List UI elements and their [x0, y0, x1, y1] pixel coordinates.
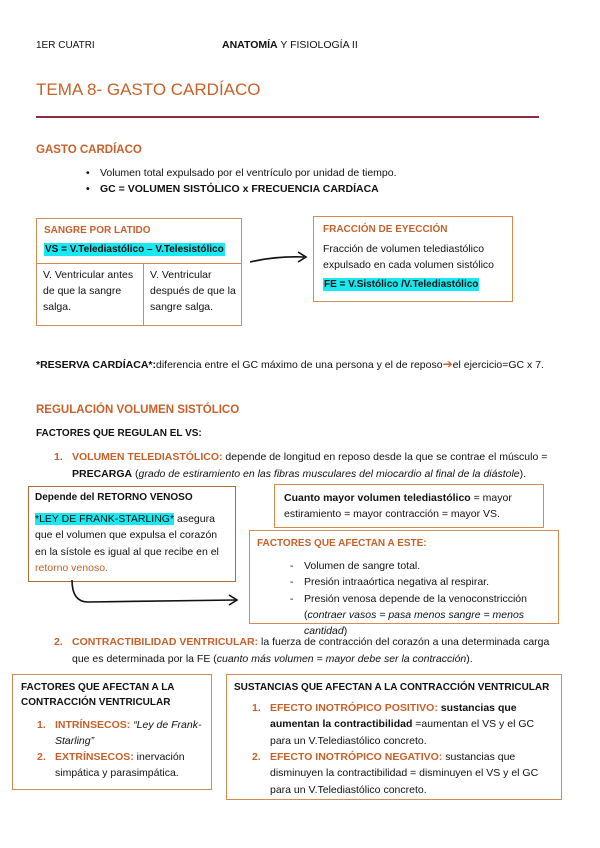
gasto-heading: GASTO CARDÍACO — [36, 144, 142, 156]
right-cell — [144, 263, 242, 326]
mayor-text — [284, 490, 539, 523]
header-center — [222, 39, 358, 51]
positivo-bold: sustancias que aumentan la contractibilidad — [270, 702, 517, 731]
page-title: TEMA 8- GASTO CARDÍACO — [36, 80, 261, 99]
negativo-label: EFECTO INOTRÓPICO NEGATIVO: — [270, 751, 443, 763]
gasto-bullets — [100, 167, 540, 195]
negativo-number: 2. — [252, 751, 261, 763]
inotropico-negativo — [252, 749, 556, 798]
afectan-item-3 — [304, 591, 554, 640]
sangre-title: SANGRE POR LATIDO — [44, 225, 151, 236]
reserva-line — [36, 357, 544, 371]
item-1-number: 1. — [54, 451, 63, 463]
retorno-venoso-text: retorno venoso. — [35, 561, 108, 574]
left-cell-text: V. Ventricular antes de que la sangre salga. — [43, 269, 134, 313]
item-1-text: depende de longitud en reposo desde la que se contrae el músculo = — [222, 451, 548, 463]
fraccion-text: Fracción de volumen telediastólico expulsado en cada volumen sistólico — [323, 243, 495, 272]
extrinsecos-label: EXTRÍNSECOS: — [55, 751, 134, 763]
header-subject-bold: ANATOMÍA — [222, 39, 278, 51]
extrinsecos-text: inervación simpática y parasimpática. — [55, 751, 185, 780]
left-cell — [37, 263, 144, 326]
reserva-text: diferencia entre el GC máximo de una persona y el de reposo — [156, 359, 443, 371]
right-cell-text: V. Ventricular después de que la sangre salga. — [150, 269, 236, 313]
fraccion-box — [313, 216, 513, 302]
inotropico-positivo — [252, 700, 556, 749]
frank-starling-highlight: *LEY DE FRANK-STARLING* — [35, 513, 175, 525]
negativo-text: sustancias que disminuyen la contractibilidad = disminuyen el VS y el GC para un V.Telediastólico concreto. — [270, 751, 539, 796]
regulacion-heading: REGULACIÓN VOLUMEN SISTÓLICO — [36, 404, 240, 416]
afectan-list — [304, 558, 554, 639]
item-1-label: VOLUMEN TELEDIASTÓLICO: — [72, 451, 223, 463]
intrinsecos — [37, 717, 205, 750]
arrow-sangre-fraccion-icon — [248, 250, 310, 266]
afectan-box — [249, 530, 559, 638]
positivo-text: =aumentan el VS y el GC para un V.Telediastólico concreto. — [270, 718, 535, 747]
right-arrow-icon: ➔ — [442, 357, 453, 371]
sangre-box — [36, 218, 242, 326]
extrinsecos-number: 2. — [37, 751, 46, 763]
retorno-text-1: asegura que el volumen que expulsa el corazón en la sístole es igual al que recibe en el — [35, 513, 219, 558]
arrow-retorno-afectan-icon — [66, 578, 244, 608]
intrinsecos-number: 1. — [37, 719, 46, 731]
gasto-bullet-1: • Volumen total expulsado por el ventrículo por unidad de tiempo. — [100, 167, 540, 179]
intrinsecos-text: “Ley de Frank-Starling” — [55, 719, 202, 748]
fraccion-title: FRACCIÓN DE EYECCIÓN — [323, 224, 448, 235]
positivo-label: EFECTO INOTRÓPICO POSITIVO: — [270, 702, 438, 714]
item-1-italic: grado de estiramiento en las fibras musculares del miocardio al final de la diástole — [138, 467, 520, 480]
item-2-text-2: que es determinada por la FE ( — [72, 652, 217, 665]
intrinsecos-label: INTRÍNSECOS: — [55, 719, 131, 731]
retorno-title: Depende del RETORNO VENOSO — [35, 492, 193, 503]
sustancias-title: SUSTANCIAS QUE AFECTAN A LA CONTRACCIÓN VENTRICULAR — [234, 682, 550, 693]
afectan-item-2: - Presión intraaórtica negativa al respirar. — [304, 574, 554, 590]
factores-regulan: FACTORES QUE REGULAN EL VS: — [36, 428, 202, 439]
contraccion-title: FACTORES QUE AFECTAN A LA CONTRACCIÓN VENTRICULAR — [21, 682, 175, 708]
contraccion-box — [12, 674, 212, 790]
item-2-label: CONTRACTIBILIDAD VENTRICULAR: — [72, 636, 259, 648]
item-2-italic: cuanto más volumen = mayor debe ser la contracción — [216, 652, 467, 665]
sustancias-box — [226, 674, 562, 800]
fe-formula: FE = V.Sistólico /V.Telediastólico — [324, 279, 479, 290]
extrinsecos — [37, 749, 205, 782]
item-2-number: 2. — [54, 636, 63, 648]
header-subject-rest: Y FISIOLOGÍA II — [277, 39, 358, 51]
item-1: 1. VOLUMEN TELEDIASTÓLICO: depende de longitud en reposo desde la que se contrae el músculo = PRECARGA (grado de estiramiento en las fibras musculares del miocardio al final de la diástole). — [54, 451, 548, 480]
mayor-rest: = mayor estiramiento = mayor contracción = mayor VS. — [284, 492, 512, 521]
mayor-bold: Cuanto mayor volumen telediastólico — [284, 492, 471, 504]
positivo-number: 1. — [252, 702, 261, 714]
mayor-box — [274, 484, 544, 528]
afectan-title: FACTORES QUE AFECTAN A ESTE: — [257, 538, 427, 549]
retorno-box — [28, 486, 236, 582]
afectan-item-3-italic: contraer vasos = pasa menos sangre = menos cantidad — [304, 608, 525, 638]
afectan-item-3-text: Presión venosa depende de la venoconstricción ( — [304, 592, 527, 621]
afectan-item-3-close: ) — [343, 625, 348, 638]
vs-formula: VS = V.Telediastólico – V.Telesistólico — [45, 244, 224, 255]
gasto-bullet-2: • GC = VOLUMEN SISTÓLICO x FRECUENCIA CARDÍACA — [100, 183, 540, 195]
item-2-text: la fuerza de contracción del corazón a una determinada carga — [258, 636, 550, 648]
retorno-text — [35, 511, 231, 576]
reserva-text-2: el ejercicio=GC x 7. — [452, 359, 544, 371]
reserva-label: *RESERVA CARDÍACA*: — [36, 359, 156, 371]
precarga: PRECARGA — [72, 467, 133, 480]
title-rule — [36, 116, 539, 118]
afectan-item-1: - Volumen de sangre total. — [304, 558, 554, 574]
item-2 — [54, 634, 552, 668]
header-left: 1ER CUATRI — [36, 40, 95, 51]
item-2-close: ). — [466, 652, 473, 665]
